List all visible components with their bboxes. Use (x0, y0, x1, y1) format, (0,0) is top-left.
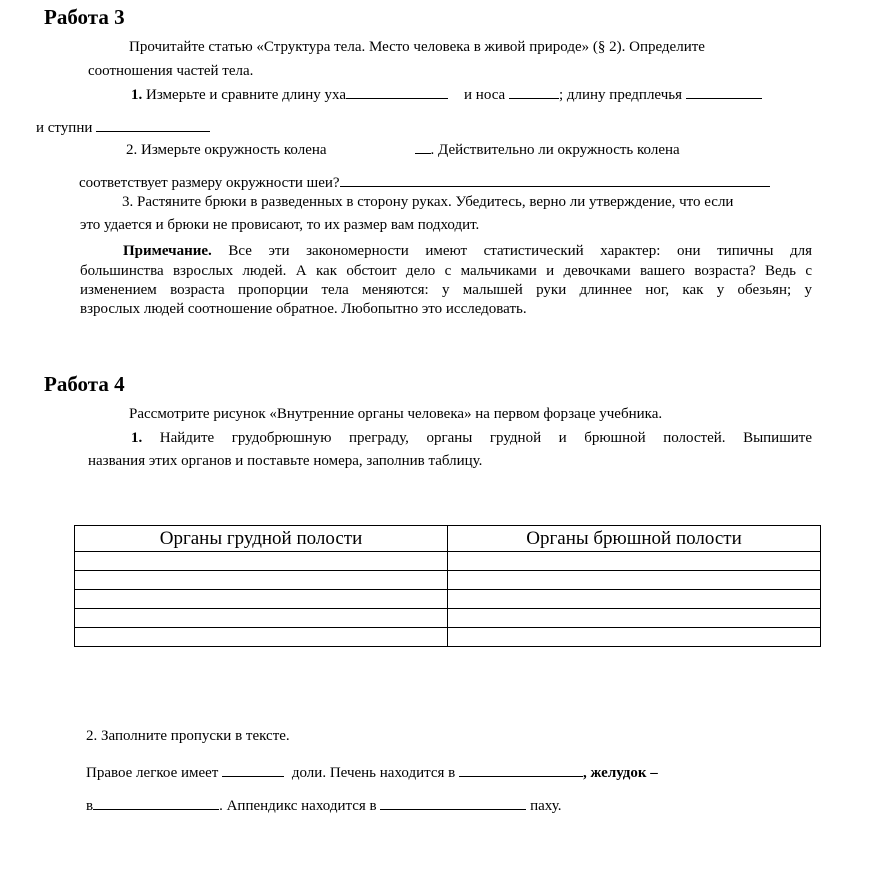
header-thoracic-organs: Органы грудной полости (75, 526, 448, 552)
fill-text-liver: доли. Печень находится в (291, 765, 456, 781)
ear-length-blank[interactable] (346, 84, 448, 99)
knee-circumference-blank[interactable] (415, 139, 431, 154)
work3-task3-line2: это удается и брюки не провисают, то их размер вам подходит. (80, 217, 480, 233)
fill-text-stomach: , желудок – (582, 765, 658, 781)
work3-note-line2: большинства взрослых людей. А как обстоит дело с мальчиками и девочками вашего возраста? Ведь с (80, 263, 812, 279)
task2-text-neck: соответствует размеру окружности шеи? (79, 175, 340, 191)
fill-text-in: в (86, 798, 94, 814)
table-row (75, 552, 821, 571)
neck-answer-blank[interactable] (340, 172, 770, 187)
work3-task2-neck-row (79, 172, 770, 193)
task1-text-ear: Измерьте и сравните длину уха (142, 87, 347, 103)
work3-task3-line1: 3. Растяните брюки в разведенных в сторону руках. Убедитесь, верно ли утверждение, что если (122, 194, 734, 210)
work3-note-line3: изменением возраста пропорции тела меняются: у малышей руки длиннее ног, как у обезьян; у (80, 282, 812, 298)
work3-task1-foot-row (36, 117, 210, 138)
work4-fill-row2 (86, 795, 562, 816)
work3-task1-row (131, 84, 762, 105)
organs-table (74, 525, 821, 647)
work3-task2-row (126, 139, 680, 160)
abdominal-cell[interactable] (448, 628, 821, 647)
work4-task1-line1: 1. Найдите грудобрюшную преграду, органы грудной и брюшной полостей. Выпишите (131, 430, 812, 446)
lung-lobes-blank[interactable] (222, 762, 284, 777)
work3-note-line1: Примечание. Все эти закономерности имеют статистический характер: они типичны для (123, 243, 812, 259)
table-row (75, 590, 821, 609)
task1-text-foot: и ступни (36, 120, 93, 136)
work3-intro-line1: Прочитайте статью «Структура тела. Место человека в живой природе» (§ 2). Определите (129, 39, 705, 55)
abdominal-cell[interactable] (448, 552, 821, 571)
task1-number: 1. (131, 87, 143, 103)
thoracic-cell[interactable] (75, 590, 448, 609)
work3-intro-line2: соотношения частей тела. (88, 63, 254, 79)
fill-text-appendix: . Аппендикс находится в (219, 798, 377, 814)
abdominal-cell[interactable] (448, 571, 821, 590)
header-abdominal-organs: Органы брюшной полости (448, 526, 821, 552)
note-label: Примечание. (123, 243, 212, 259)
work3-note-line4: взрослых людей соотношение обратное. Любопытно это исследовать. (80, 301, 527, 317)
fill-text-lung: Правое легкое имеет (86, 765, 219, 781)
task2-text-question: . Действительно ли окружность колена (430, 142, 680, 158)
work4-fill-row1 (86, 762, 658, 783)
table-row (75, 571, 821, 590)
table-row (75, 609, 821, 628)
thoracic-cell[interactable] (75, 609, 448, 628)
fill-text-groin: паху. (530, 798, 562, 814)
task2-text-knee: 2. Измерьте окружность колена (126, 142, 327, 158)
foot-length-blank[interactable] (96, 117, 210, 132)
work3-title: Работа 3 (44, 5, 125, 29)
work4-title: Работа 4 (44, 372, 125, 396)
task1-text-nose: и носа (464, 87, 506, 103)
thoracic-cell[interactable] (75, 571, 448, 590)
nose-length-blank[interactable] (509, 84, 559, 99)
appendix-location-blank[interactable] (380, 795, 526, 810)
thoracic-cell[interactable] (75, 628, 448, 647)
forearm-length-blank[interactable] (686, 84, 762, 99)
thoracic-cell[interactable] (75, 552, 448, 571)
work4-task2-heading: 2. Заполните пропуски в тексте. (86, 728, 290, 744)
work4-task1-line2: названия этих органов и поставьте номера, заполнив таблицу. (88, 453, 483, 469)
liver-location-blank[interactable] (459, 762, 583, 777)
work4-task1-number: 1. (131, 430, 143, 446)
abdominal-cell[interactable] (448, 609, 821, 628)
table-row (75, 628, 821, 647)
stomach-location-blank[interactable] (93, 795, 219, 810)
task1-text-forearm: ; длину предплечья (558, 87, 682, 103)
work4-intro: Рассмотрите рисунок «Внутренние органы человека» на первом форзаце учебника. (129, 406, 663, 422)
abdominal-cell[interactable] (448, 590, 821, 609)
